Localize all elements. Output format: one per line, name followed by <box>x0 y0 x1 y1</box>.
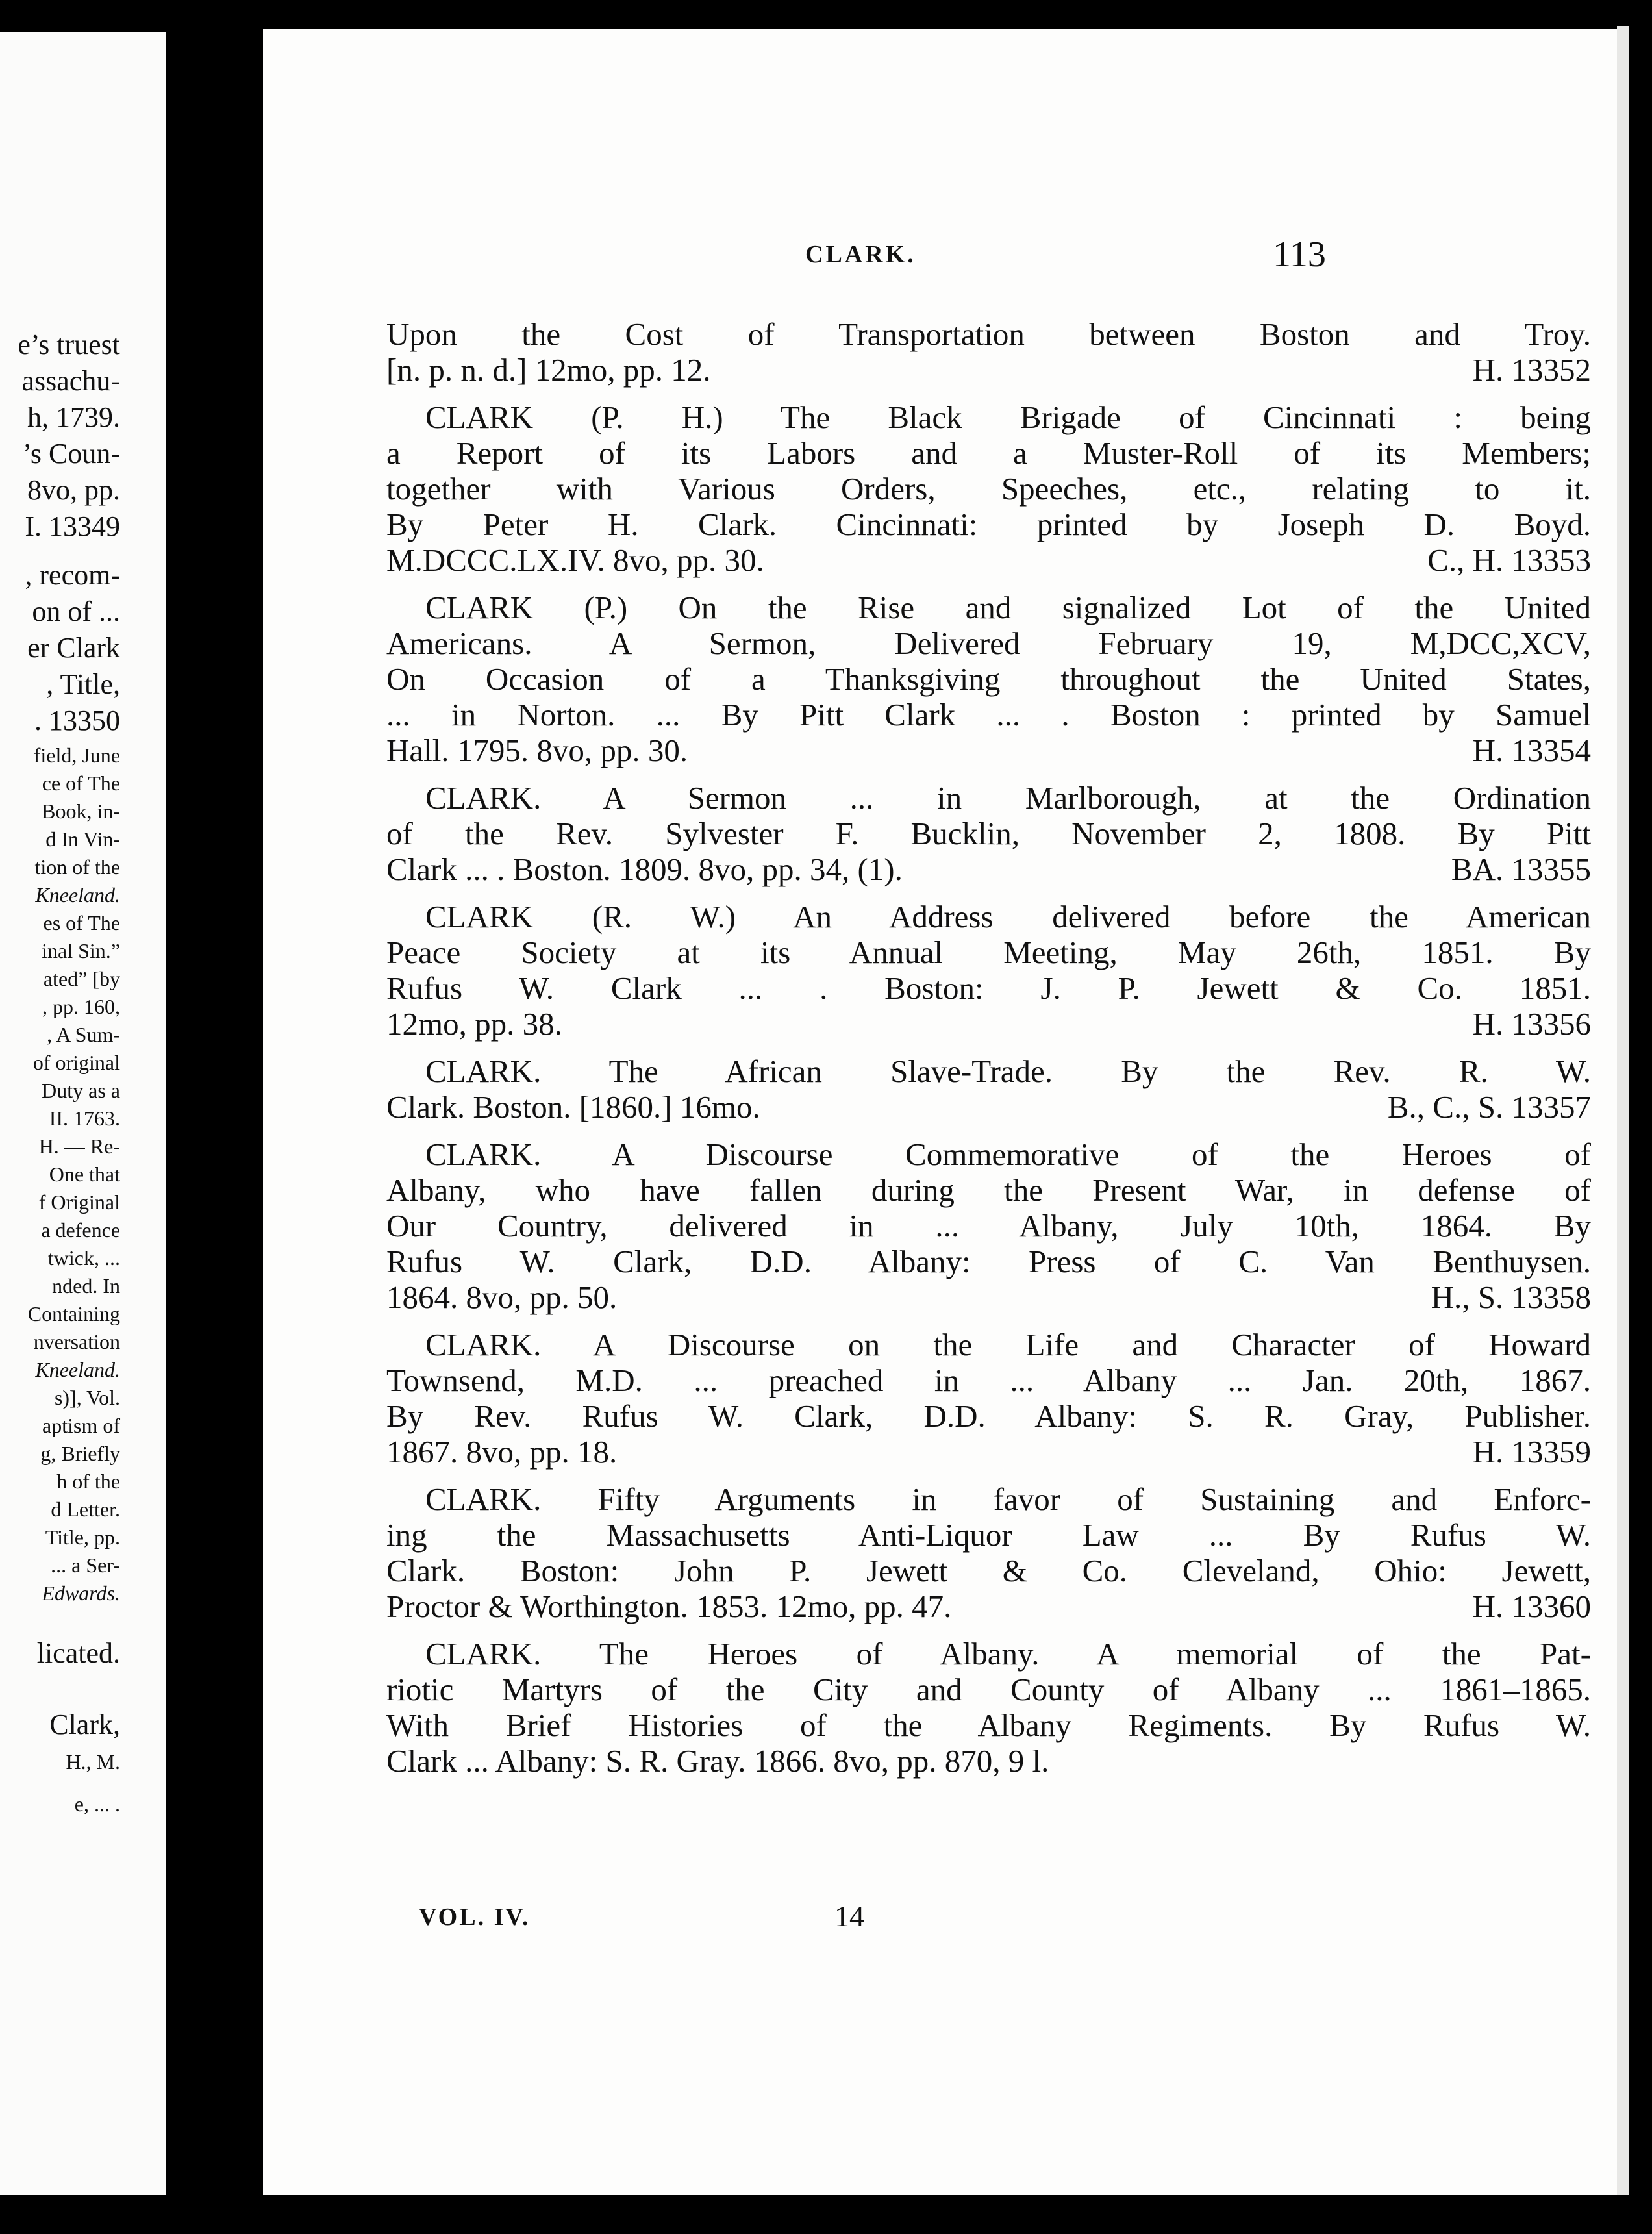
bibliography-entry <box>386 1136 1591 1315</box>
entry-line <box>386 697 1591 733</box>
fragment-line: licated. <box>36 1637 120 1669</box>
entry-line-text: Peace Society at its Annual Meeting, May 26th, 1851. By <box>386 935 1591 970</box>
signature-mark: 14 <box>834 1900 864 1933</box>
bibliography-entry <box>386 316 1591 388</box>
fragment-line: , Title, <box>46 668 120 700</box>
entry-line <box>386 1172 1591 1208</box>
bibliography-entry <box>386 1636 1591 1779</box>
bibliography-entry <box>386 1053 1591 1125</box>
entries-list <box>386 316 1591 1790</box>
entry-reference-number: H. 13354 <box>1472 733 1591 768</box>
entry-line <box>386 780 1591 816</box>
entry-line-text: CLARK. A Discourse on the Life and Character of Howard <box>425 1327 1591 1362</box>
fragment-line: aptism of <box>42 1414 120 1437</box>
entry-line-text: ... in Norton. ... By Pitt Clark ... . Boston : printed by Samuel <box>386 697 1591 733</box>
entry-line <box>386 1327 1591 1362</box>
facing-page-fragment <box>0 32 166 2195</box>
bibliography-entry <box>386 1481 1591 1624</box>
fragment-line: Kneeland. <box>35 883 120 907</box>
fragment-line: I. 13349 <box>25 510 120 542</box>
entry-reference-number: C., H. 13353 <box>1427 542 1591 578</box>
entry-line <box>386 851 1591 887</box>
entry-line <box>386 625 1591 661</box>
bibliography-entry <box>386 780 1591 887</box>
entry-line-text: 1864. 8vo, pp. 50. <box>386 1279 618 1315</box>
entry-line-text: Albany, who have fallen during the Present War, in defense of <box>386 1172 1591 1208</box>
entry-line <box>386 1553 1591 1588</box>
bibliography-entry <box>386 590 1591 768</box>
entry-line <box>386 733 1591 768</box>
entry-line <box>386 970 1591 1006</box>
entry-line-text: ing the Massachusetts Anti-Liquor Law ... By Rufus W. <box>386 1517 1591 1553</box>
entry-reference-number: H. 13359 <box>1472 1434 1591 1470</box>
fragment-line: Kneeland. <box>35 1358 120 1381</box>
fragment-line: f Original <box>38 1190 120 1214</box>
entry-line-text: Hall. 1795. 8vo, pp. 30. <box>386 733 688 768</box>
entry-line <box>386 316 1591 352</box>
entry-line <box>386 1089 1591 1125</box>
entry-line-text: Rufus W. Clark, D.D. Albany: Press of C. Van Benthuysen. <box>386 1244 1591 1279</box>
fragment-line: Book, in- <box>42 799 120 823</box>
entry-line <box>386 1279 1591 1315</box>
fragment-line: , recom- <box>25 559 120 591</box>
bibliography-entry <box>386 399 1591 578</box>
entry-line <box>386 899 1591 935</box>
entry-line-text: M.DCCC.LX.IV. 8vo, pp. 30. <box>386 542 764 578</box>
entry-line-text: By Peter H. Clark. Cincinnati: printed by Joseph D. Boyd. <box>386 507 1591 542</box>
fragment-line: tion of the <box>34 855 120 879</box>
fragment-line: Clark, <box>49 1709 120 1740</box>
entry-reference-number: H., S. 13358 <box>1431 1279 1591 1315</box>
fragment-line: ’s Coun- <box>22 438 120 470</box>
entry-line-text: 12mo, pp. 38. <box>386 1006 562 1042</box>
entry-line <box>386 935 1591 970</box>
entry-line <box>386 507 1591 542</box>
running-head: CLARK. <box>805 241 916 268</box>
entry-reference-number: BA. 13355 <box>1451 851 1591 887</box>
entry-line <box>386 1136 1591 1172</box>
fragment-line: ce of The <box>42 772 120 795</box>
entry-line <box>386 1588 1591 1624</box>
entry-line-text: CLARK. A Sermon ... in Marlborough, at the Ordination <box>425 780 1591 816</box>
entry-line-text: CLARK (R. W.) An Address delivered before the American <box>425 899 1591 935</box>
fragment-line: H., M. <box>66 1750 120 1774</box>
entry-line-text: Clark. Boston. [1860.] 16mo. <box>386 1089 760 1125</box>
entry-line <box>386 399 1591 435</box>
fragment-line: a defence <box>41 1218 120 1242</box>
fragment-line: assachu- <box>21 365 120 397</box>
fragment-line: ated” [by <box>43 967 120 990</box>
bibliography-entry <box>386 899 1591 1042</box>
fragment-line: on of ... <box>32 596 120 627</box>
bibliography-entry <box>386 1327 1591 1470</box>
fragment-line: er Clark <box>27 632 120 664</box>
entry-line <box>386 590 1591 625</box>
entry-line <box>386 1636 1591 1672</box>
entry-line <box>386 1481 1591 1517</box>
entry-line-text: Our Country, delivered in ... Albany, July 10th, 1864. By <box>386 1208 1591 1244</box>
volume-label: VOL. IV. <box>419 1903 531 1931</box>
entry-line-text: riotic Martyrs of the City and County of Albany ... 1861–1865. <box>386 1672 1591 1707</box>
entry-line-text: 1867. 8vo, pp. 18. <box>386 1434 618 1470</box>
entry-line-text: CLARK. A Discourse Commemorative of the Heroes of <box>425 1136 1591 1172</box>
entry-line-text: Clark. Boston: John P. Jewett & Co. Cleveland, Ohio: Jewett, <box>386 1553 1591 1588</box>
entry-line-text: CLARK. The Heroes of Albany. A memorial of the Pat- <box>425 1636 1591 1672</box>
entry-line <box>386 435 1591 471</box>
entry-line-text: With Brief Histories of the Albany Regiments. By Rufus W. <box>386 1707 1591 1743</box>
fragment-line: h, 1739. <box>27 401 120 433</box>
entry-line-text: CLARK. Fifty Arguments in favor of Sustaining and Enforc- <box>425 1481 1591 1517</box>
fragment-line: ... a Ser- <box>51 1553 120 1577</box>
entry-line <box>386 1434 1591 1470</box>
entry-line <box>386 1208 1591 1244</box>
entry-line <box>386 1362 1591 1398</box>
fragment-line: Duty as a <box>42 1079 120 1102</box>
fragment-line: es of The <box>43 911 120 935</box>
entry-line <box>386 1517 1591 1553</box>
fragment-line: 8vo, pp. <box>27 474 120 506</box>
entry-line <box>386 1743 1591 1779</box>
entry-line-text: together with Various Orders, Speeches, etc., relating to it. <box>386 471 1591 507</box>
fragment-line: inal Sin.” <box>42 939 120 962</box>
entry-line <box>386 542 1591 578</box>
entry-line <box>386 1006 1591 1042</box>
entry-line-text: Clark ... Albany: S. R. Gray. 1866. 8vo, pp. 870, 9 l. <box>386 1743 1049 1779</box>
fragment-line: Containing <box>27 1302 120 1325</box>
entry-line <box>386 661 1591 697</box>
entry-line-text: a Report of its Labors and a Muster-Roll of its Members; <box>386 435 1591 471</box>
entry-line-text: Clark ... . Boston. 1809. 8vo, pp. 34, (1). <box>386 851 903 887</box>
entry-line <box>386 1672 1591 1707</box>
entry-reference-number: H. 13360 <box>1472 1588 1591 1624</box>
entry-line <box>386 1244 1591 1279</box>
fragment-line: , pp. 160, <box>42 995 120 1018</box>
fragment-line: g, Briefly <box>40 1442 120 1465</box>
fragment-line: e, ... . <box>74 1792 120 1816</box>
fragment-line: II. 1763. <box>49 1107 120 1130</box>
entry-line <box>386 1053 1591 1089</box>
entry-line-text: Proctor & Worthington. 1853. 12mo, pp. 47. <box>386 1588 952 1624</box>
fragment-line: of original <box>32 1051 120 1074</box>
entry-reference-number: B., C., S. 13357 <box>1387 1089 1591 1125</box>
entry-line-text: CLARK. The African Slave-Trade. By the Rev. R. W. <box>425 1053 1591 1089</box>
entry-reference-number: H. 13352 <box>1472 352 1591 388</box>
entry-line <box>386 471 1591 507</box>
fragment-line: Title, pp. <box>45 1525 120 1549</box>
fragment-line: Edwards. <box>42 1581 120 1605</box>
entry-line-text: On Occasion of a Thanksgiving throughout the United States, <box>386 661 1591 697</box>
fragment-line: H. — Re- <box>38 1135 120 1158</box>
entry-line-text: CLARK (P.) On the Rise and signalized Lot of the United <box>425 590 1591 625</box>
fragment-line: e’s truest <box>18 329 120 360</box>
entry-line-text: [n. p. n. d.] 12mo, pp. 12. <box>386 352 711 388</box>
entry-line <box>386 1398 1591 1434</box>
fragment-line: nded. In <box>52 1274 120 1298</box>
entry-line <box>386 1707 1591 1743</box>
page-edge <box>1617 26 1629 2195</box>
book-page <box>263 29 1617 2195</box>
fragment-line: twick, ... <box>47 1246 120 1270</box>
fragment-line: . 13350 <box>34 705 120 736</box>
entry-line <box>386 352 1591 388</box>
entry-line-text: of the Rev. Sylvester F. Bucklin, November 2, 1808. By Pitt <box>386 816 1591 851</box>
fragment-line: d Letter. <box>51 1498 120 1521</box>
entry-line-text: Upon the Cost of Transportation between Boston and Troy. <box>386 316 1591 352</box>
fragment-line: d In Vin- <box>45 827 120 851</box>
entry-line-text: Townsend, M.D. ... preached in ... Albany ... Jan. 20th, 1867. <box>386 1362 1591 1398</box>
fragment-line: s)], Vol. <box>54 1386 120 1409</box>
entry-line-text: Rufus W. Clark ... . Boston: J. P. Jewett & Co. 1851. <box>386 970 1591 1006</box>
entry-line-text: By Rev. Rufus W. Clark, D.D. Albany: S. R. Gray, Publisher. <box>386 1398 1591 1434</box>
entry-line-text: Americans. A Sermon, Delivered February 19, M,DCC,XCV, <box>386 625 1591 661</box>
entry-line-text: CLARK (P. H.) The Black Brigade of Cincinnati : being <box>425 399 1591 435</box>
fragment-line: One that <box>49 1162 120 1186</box>
fragment-line: , A Sum- <box>47 1023 120 1046</box>
fragment-line: h of the <box>56 1470 120 1493</box>
page-number: 113 <box>1273 234 1326 275</box>
entry-line <box>386 816 1591 851</box>
entry-reference-number: H. 13356 <box>1472 1006 1591 1042</box>
fragment-line: nversation <box>33 1330 120 1353</box>
fragment-line: field, June <box>33 744 120 767</box>
